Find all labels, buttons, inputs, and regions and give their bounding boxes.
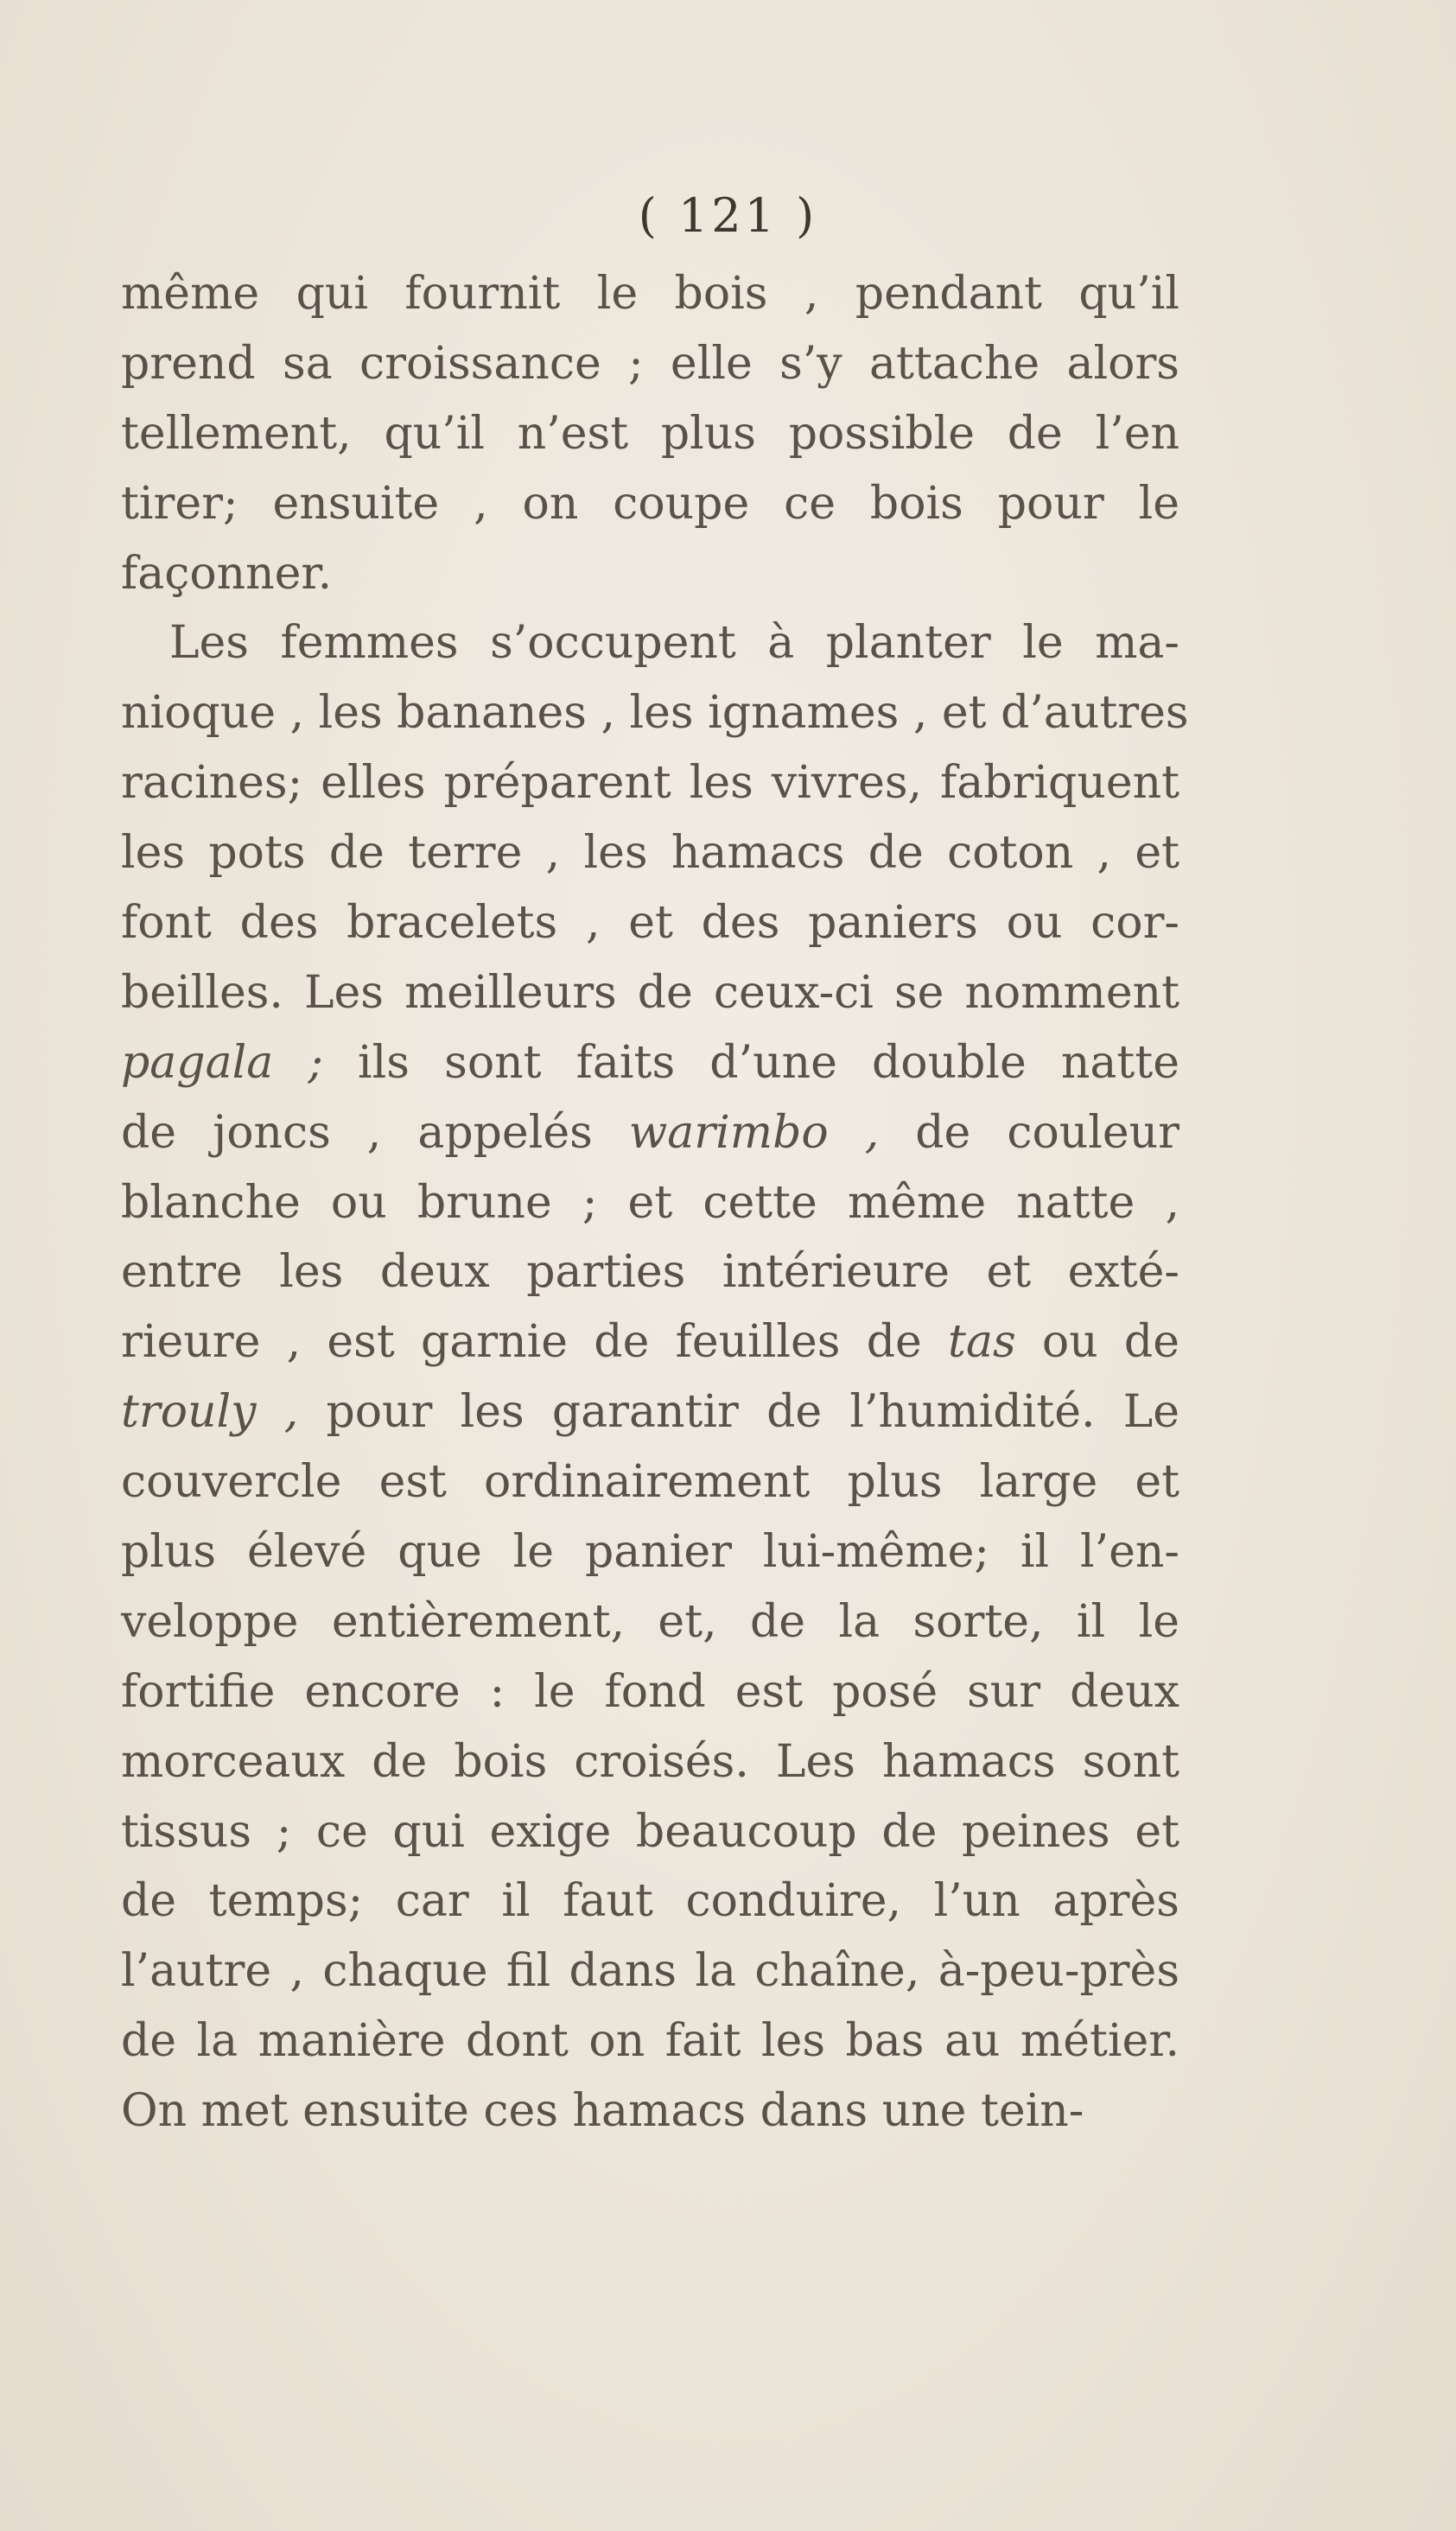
italic-term: trouly ,: [121, 1386, 299, 1439]
text-line: tissus ; ce qui exige beaucoup de peines et: [121, 1805, 1179, 1858]
text-line: nioque , les bananes , les ignames , et d’autres: [121, 687, 1189, 740]
text-line: [121, 1307, 1179, 1377]
text-line: prend sa croissance ; elle s’y attache alors: [121, 337, 1179, 390]
text-line: veloppe entièrement, et, de la sorte, il le: [121, 1595, 1179, 1648]
text-line: tirer; ensuite , on coupe ce bois pour le: [121, 477, 1179, 530]
text-line: font des bracelets , et des paniers ou cor-: [121, 897, 1179, 950]
text-line: de la manière dont on fait les bas au métier.: [121, 2015, 1179, 2068]
text-line: de temps; car il faut conduire, l’un après: [121, 1875, 1179, 1928]
text-line: beilles. Les meilleurs de ceux-ci se nomment: [121, 966, 1179, 1019]
text-line: couvercle est ordinairement plus large et: [121, 1456, 1179, 1509]
line-text: de couleur: [879, 1106, 1180, 1159]
text-line: blanche ou brune ; et cette même natte ,: [121, 1176, 1179, 1229]
text-line: plus élevé que le panier lui-même; il l’en-: [121, 1526, 1179, 1579]
text-line: fortifie encore : le fond est posé sur deux: [121, 1665, 1179, 1718]
line-text: ils sont faits d’une double natte: [322, 1036, 1179, 1089]
italic-term: warimbo ,: [628, 1106, 880, 1159]
text-line: les pots de terre , les hamacs de coton , et: [121, 827, 1179, 880]
text-line: [121, 1098, 1179, 1168]
text-line: façonner.: [121, 547, 333, 600]
page-number: ( 121 ): [638, 188, 818, 243]
text-line: entre les deux parties intérieure et exté-: [121, 1246, 1179, 1299]
italic-term: tas: [948, 1316, 1016, 1369]
line-text: ou de: [1015, 1316, 1179, 1369]
line-text: pour les garantir de l’humidité. Le: [298, 1386, 1179, 1439]
italic-term: pagala ;: [121, 1036, 323, 1089]
text-line: racines; elles préparent les vivres, fabriquent: [121, 757, 1179, 810]
text-line: l’autre , chaque fil dans la chaîne, à-peu-près: [121, 1945, 1179, 1998]
text-line: [121, 1377, 1179, 1447]
text-line: tellement, qu’il n’est plus possible de l’en: [121, 407, 1179, 460]
body-text: [121, 259, 1189, 2146]
text-line: morceaux de bois croisés. Les hamacs sont: [121, 1735, 1179, 1788]
text-line: On met ensuite ces hamacs dans une tein-: [121, 2085, 1084, 2138]
text-line: même qui fournit le bois , pendant qu’il: [121, 268, 1179, 320]
line-text: rieure , est garnie de feuilles de: [121, 1316, 949, 1369]
line-text: de joncs , appelés: [121, 1106, 629, 1159]
text-line: Les femmes s’occupent à planter le ma-: [169, 617, 1179, 670]
text-line: [121, 1028, 1179, 1098]
